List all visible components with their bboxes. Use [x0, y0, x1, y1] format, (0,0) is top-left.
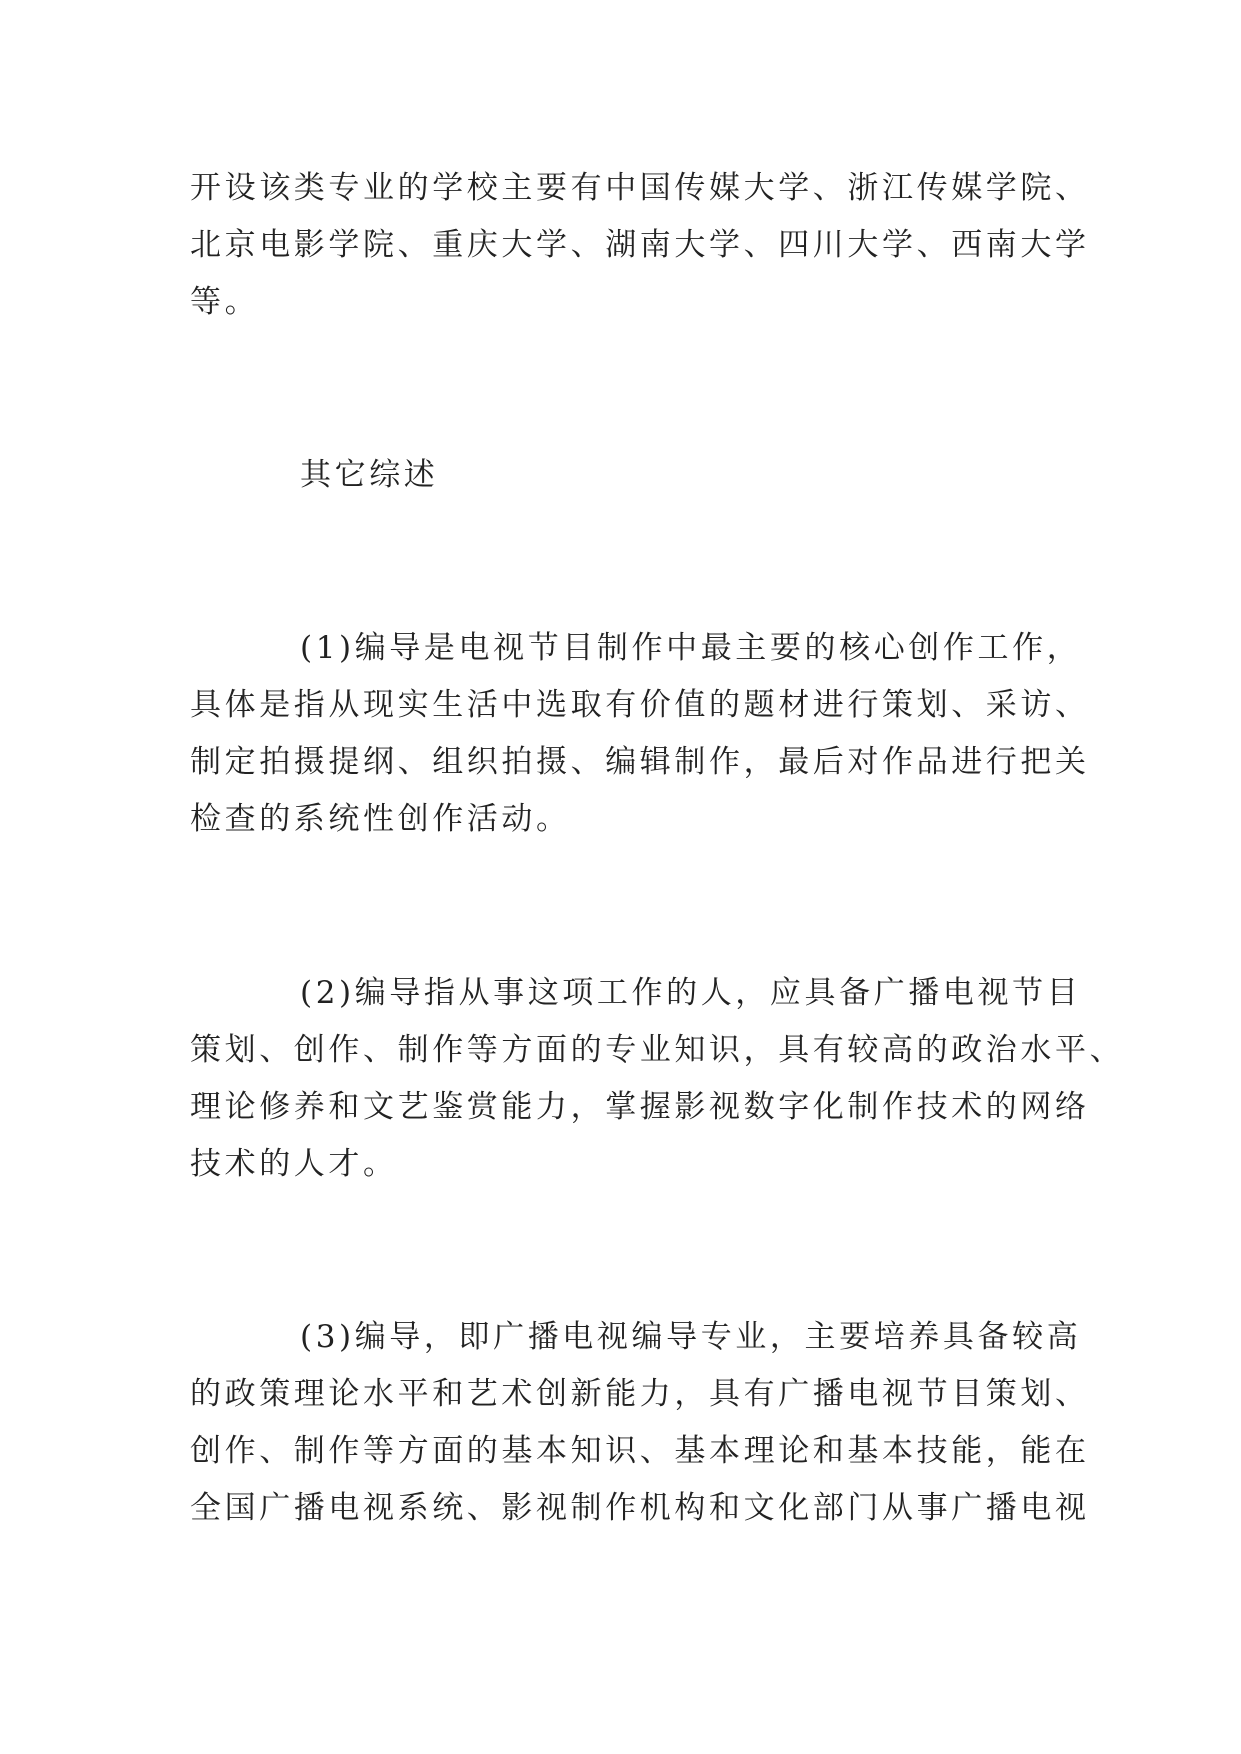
text-line: 北京电影学院、重庆大学、湖南大学、四川大学、西南大学 — [190, 227, 1090, 263]
text-line: 技术的人才。 — [190, 1146, 398, 1182]
text-line: (1)编导是电视节目制作中最主要的核心创作工作， — [300, 630, 1082, 666]
text-line: 检查的系统性创作活动。 — [190, 801, 571, 837]
text-line: 策划、创作、制作等方面的专业知识，具有较高的政治水平、 — [190, 1032, 1125, 1068]
text-line: 具体是指从现实生活中选取有价值的题材进行策划、采访、 — [190, 687, 1090, 723]
section-heading: 其它综述 — [300, 457, 439, 493]
text-line: 等。 — [190, 284, 260, 320]
text-line: 理论修养和文艺鉴赏能力，掌握影视数字化制作技术的网络 — [190, 1089, 1090, 1125]
text-line: (3)编导，即广播电视编导专业，主要培养具备较高 — [300, 1319, 1082, 1355]
text-line: 全国广播电视系统、影视制作机构和文化部门从事广播电视 — [190, 1490, 1090, 1526]
text-line: 开设该类专业的学校主要有中国传媒大学、浙江传媒学院、 — [190, 170, 1090, 206]
text-line: (2)编导指从事这项工作的人，应具备广播电视节目 — [300, 975, 1082, 1011]
text-line: 制定拍摄提纲、组织拍摄、编辑制作，最后对作品进行把关 — [190, 744, 1090, 780]
text-line: 的政策理论水平和艺术创新能力，具有广播电视节目策划、 — [190, 1376, 1090, 1412]
text-line: 创作、制作等方面的基本知识、基本理论和基本技能，能在 — [190, 1433, 1090, 1469]
